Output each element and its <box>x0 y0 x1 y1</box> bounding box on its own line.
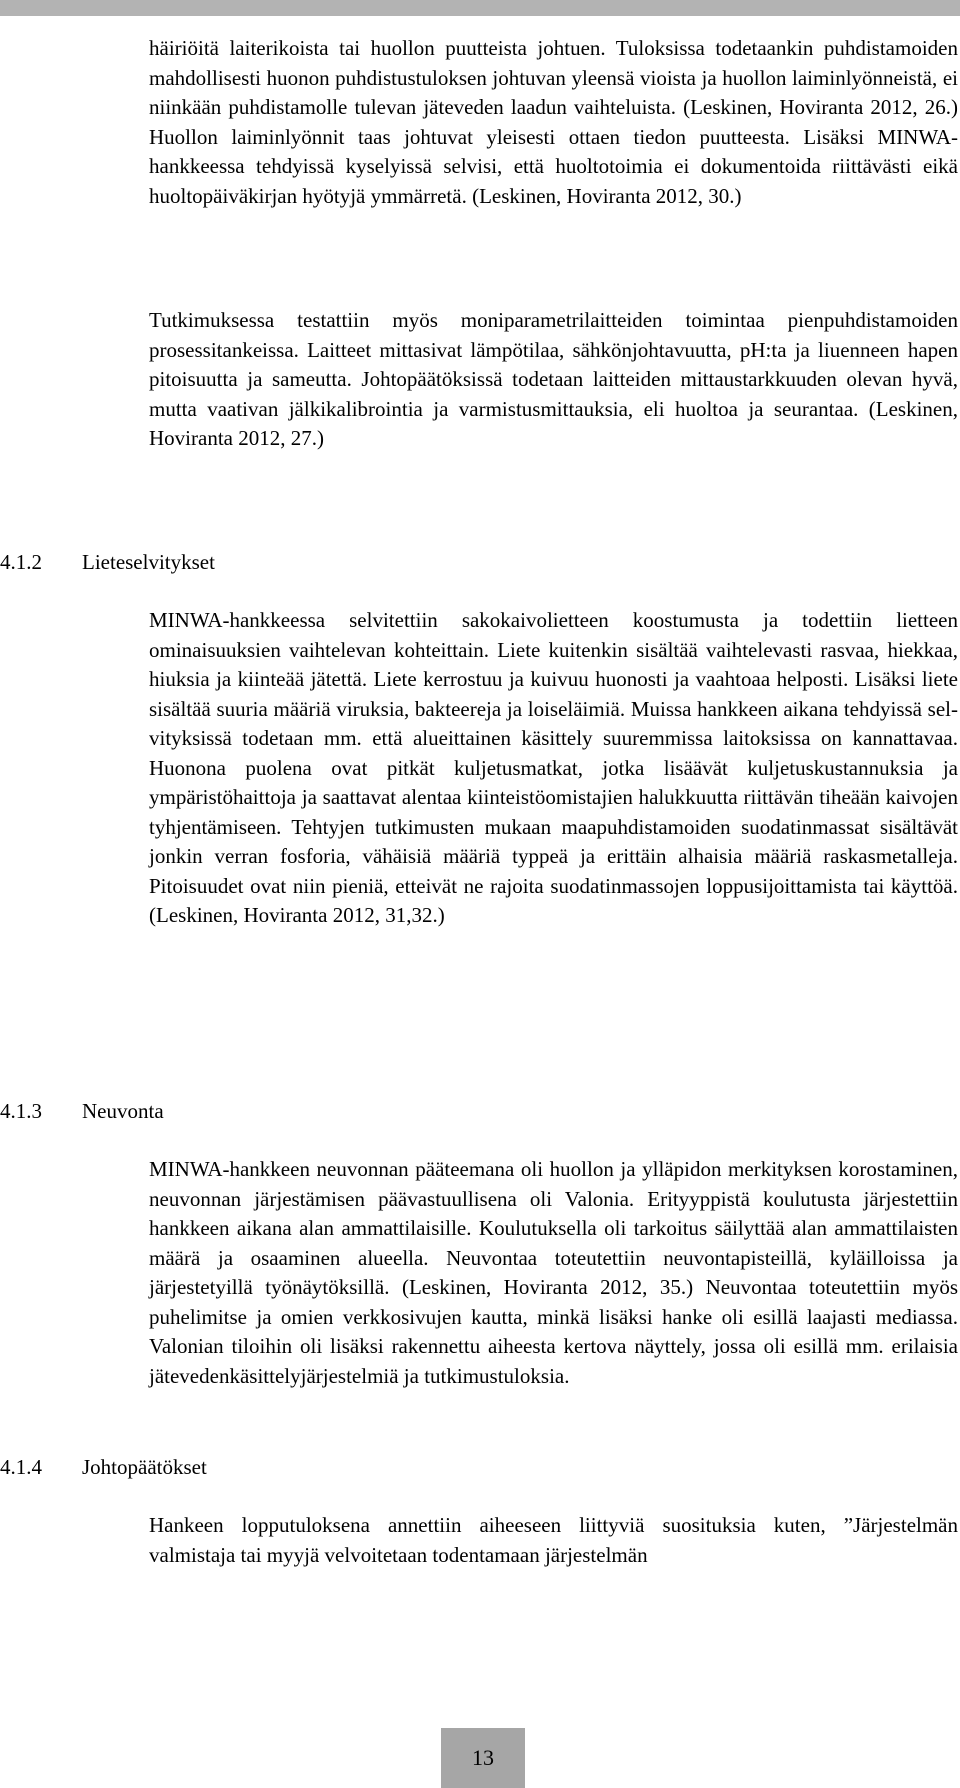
page-number: 13 <box>441 1728 525 1788</box>
section-heading-neuvonta <box>0 1097 400 1127</box>
body-paragraph: MINWA-hankkeen neuvonnan pääteemana oli huollon ja ylläpidon merkityksen korostaminen, neuvonnan järjestämisen päävastuullisena oli Valonia. Erityyppistä koulutusta järjestettiin hankkeen aikana alan ammattilaisille. Koulutuksella oli tarkoitus säilyttää alan ammattilaisten määrä ja osaaminen alueella. Neuvontaa toteutettiin neuvontapisteillä, kyläilloissa ja järjestetyillä työnäytöksillä. (Leskinen, Hoviranta 2012, 35.) Neuvontaa toteutettiin myös puhelimitse ja omien verkkosivujen kautta, minkä lisäksi hanke oli esillä laajasti mediassa. Valonian tiloihin oli lisäksi rakennettu aiheesta kertova näyttely, jossa oli esillä mm. erilaisia jätevedenkäsittelyjärjestelmiä ja tutkimustuloksia. <box>149 1157 958 1388</box>
section-heading-lieteselvitykset <box>0 548 400 578</box>
section-number: 4.1.3 <box>0 1099 42 1123</box>
top-bar <box>0 0 960 16</box>
section-title: Johtopäätökset <box>82 1455 207 1479</box>
body-paragraph: MINWA-hankkeessa selvitettiin sakokaivolietteen koostumusta ja todettiin lietteen ominaisuuksien vaihtelevan kohteittain. Liete kuitenkin sisältää vaihtelevasti rasvaa, hiekkaa, hiuksia ja kiinteää jätettä. Liete kerrostuu ja kuivuu huonosti ja vaahtoaa helposti. Lisäksi liete sisältää suuria määriä viruksia, bakteereja ja loiseläimiä. Muissa hankkeen aikana tehdyissä selvityksissä todetaan mm. että alueittainen käsittely suuremmissa laitoksissa on kannattavaa. Huonona puolena ovat pitkät kuljetusmatkat, jotka lisäävät kuljetuskustannuksia ja ympäristöhaittoja ja saattavat alentaa kiinteistöomistajien halukkuutta riittävän tiheään kaivojen tyhjentämiseen. Tehtyjen tutkimusten mukaan maapuhdistamoiden suodatinmassat sisältävät jonkin verran fosforia, vähäisiä määriä typpeä ja erittäin alhaisia määriä raskasmetalleja. Pitoisuudet ovat niin pieniä, etteivät ne rajoita suodatinmassojen loppusijoittamista tai käyttöä. (Leskinen, Hoviranta 2012, 31,32.) <box>149 608 958 927</box>
body-paragraph: Hankeen lopputuloksena annettiin aiheeseen liittyviä suosituksia kuten, ”Järjestelmän valmistaja tai myyjä velvoitetaan todentamaan järjestelmän <box>149 1513 958 1567</box>
body-paragraph: Tutkimuksessa testattiin myös moniparametrilaitteiden toimintaa pienpuhdistamoiden prosessitankeissa. Laitteet mittasivat lämpötilaa, sähkönjohtavuutta, pH:ta ja liuenneen hapen pitoisuutta ja sameutta. Johtopäätöksissä todetaan laitteiden mittaustarkkuuden olevan hyvä, mutta vaativan jälkikalibrointia ja varmistusmittauksia, eli huoltoa ja seurantaa. (Leskinen, Hoviranta 2012, 27.) <box>149 308 958 450</box>
section-title: Neuvonta <box>82 1099 164 1123</box>
section-heading-johtopaatokset <box>0 1453 400 1483</box>
section-number: 4.1.4 <box>0 1455 42 1479</box>
body-paragraph: häiriöitä laiterikoista tai huollon puutteista johtuen. Tuloksissa todetaankin puhdistamoiden mahdollisesti huonon puhdistustuloksen johtuvan yleensä vioista ja huollon laiminlyönneistä, ei niinkään puhdistamolle tulevan jäteveden laadun vaihteluista. (Leskinen, Hoviranta 2012, 26.) Huollon laiminlyönnit taas johtuvat yleisesti ottaen tiedon puutteesta. Lisäksi MINWA-hankkeessa tehdyissä kyselyissä selvisi, että huoltotoimia ei dokumentoida riittävästi eikä huoltopäiväkirjan hyötyjä ymmärretä. (Leskinen, Hoviranta 2012, 30.) <box>149 36 958 208</box>
section-title: Lieteselvitykset <box>82 550 215 574</box>
section-number: 4.1.2 <box>0 550 42 574</box>
